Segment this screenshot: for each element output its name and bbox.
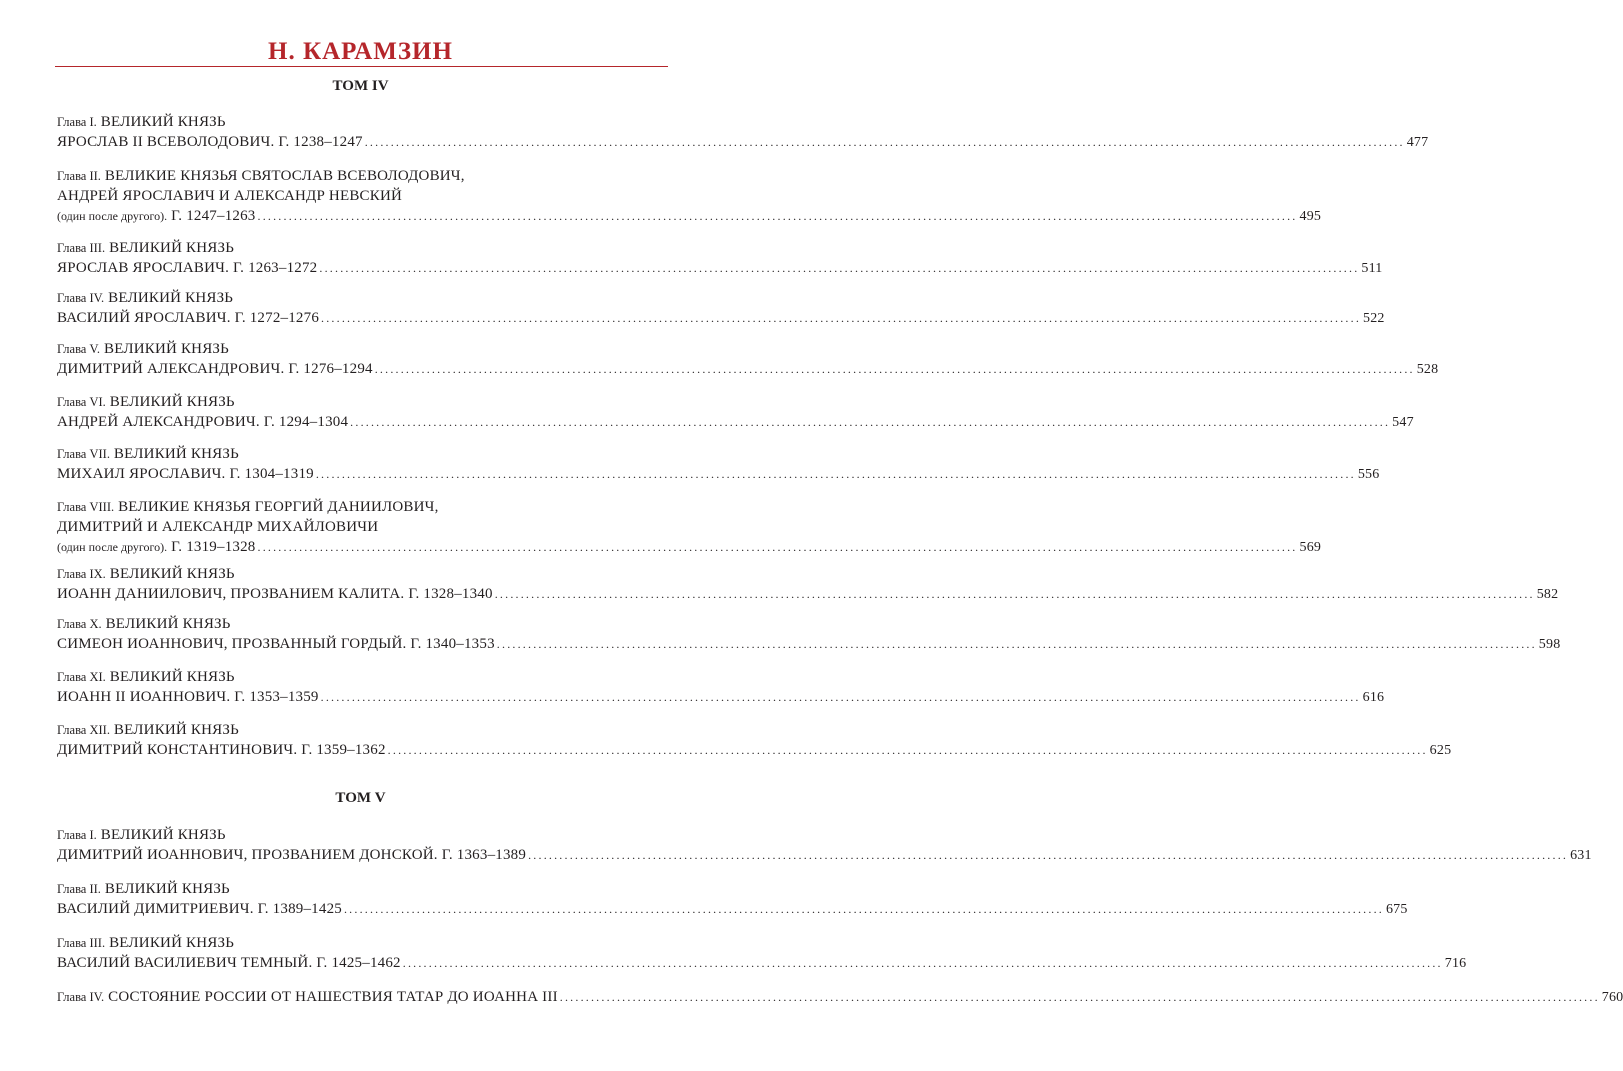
- toc-entry[interactable]: [57, 238, 1383, 278]
- chapter-heading: ВЕЛИКИЙ КНЯЗЬ: [103, 341, 229, 357]
- chapter-heading-tail: Г. 1319–1328: [171, 539, 256, 555]
- chapter-heading: ВЕЛИКИЕ КНЯЗЬЯ ГЕОРГИЙ ДАНИИЛОВИЧ,: [118, 499, 439, 515]
- toc-entry-last-line: [57, 687, 1385, 707]
- dot-leader: ........................................................................................................................................................................................................: [319, 261, 1360, 275]
- dot-leader: ........................................................................................................................................................................................................: [559, 990, 1600, 1004]
- toc-entry-last-line: [57, 359, 1439, 379]
- toc-entry[interactable]: [57, 933, 1467, 973]
- chapter-heading-tail: ЯРОСЛАВ II ВСЕВОЛОДОВИЧ. Г. 1238–1247: [57, 134, 363, 150]
- chapter-label: Глава II.: [57, 169, 101, 183]
- toc-entry-line: [57, 667, 659, 687]
- toc-entry-line: [57, 933, 659, 953]
- toc-entry[interactable]: [57, 497, 1322, 557]
- chapter-heading: ВЕЛИКИЙ КНЯЗЬ: [113, 722, 239, 738]
- page-number: 522: [1363, 311, 1385, 326]
- page-number: 631: [1570, 848, 1592, 863]
- toc-entry-text: [57, 258, 317, 278]
- dot-leader: ........................................................................................................................................................................................................: [496, 637, 1537, 651]
- chapter-heading-tail: Г. 1247–1263: [171, 208, 256, 224]
- toc-entry-last-line: [57, 132, 1429, 152]
- chapter-heading: ВЕЛИКИЙ КНЯЗЬ: [113, 446, 239, 462]
- page-number: 625: [1429, 743, 1452, 758]
- toc-entry-text: [57, 953, 401, 973]
- toc-entry-line: [57, 392, 659, 412]
- toc-entry-text: [57, 899, 342, 919]
- chapter-label: Глава VII.: [57, 447, 110, 461]
- chapter-label: Глава XI.: [57, 670, 106, 684]
- chapter-heading-tail: ДИМИТРИЙ АЛЕКСАНДРОВИЧ. Г. 1276–1294: [57, 361, 373, 377]
- chapter-heading-tail: СИМЕОН ИОАННОВИЧ, ПРОЗВАННЫЙ ГОРДЫЙ. Г. 1340–1353: [57, 636, 495, 652]
- dot-leader: ........................................................................................................................................................................................................: [257, 209, 1298, 223]
- page-number: 556: [1357, 467, 1380, 482]
- toc-entry-line: [57, 564, 659, 584]
- chapter-heading-tail: ИОАНН ДАНИИЛОВИЧ, ПРОЗВАНИЕМ КАЛИТА. Г. 1328–1340: [57, 586, 493, 602]
- chapter-heading-tail: ДИМИТРИЙ ИОАННОВИЧ, ПРОЗВАНИЕМ ДОНСКОЙ. Г. 1363–1389: [57, 847, 527, 863]
- toc-entry-last-line: [57, 584, 1559, 604]
- toc-entry-last-line: [57, 258, 1383, 278]
- toc-entry[interactable]: [57, 166, 1322, 226]
- toc-entry[interactable]: [57, 614, 1561, 654]
- chapter-heading: ВЕЛИКИЕ КНЯЗЬЯ СВЯТОСЛАВ ВСЕВОЛОДОВИЧ,: [104, 168, 465, 184]
- chapter-label: Глава VIII.: [57, 500, 115, 514]
- chapter-heading: ВЕЛИКИЙ КНЯЗЬ: [100, 114, 226, 130]
- toc-entry[interactable]: [57, 720, 1452, 760]
- chapter-label: Глава III.: [57, 241, 106, 255]
- toc-entry-last-line: [57, 953, 1467, 973]
- page-number: 716: [1444, 956, 1467, 971]
- dot-leader: ........................................................................................................................................................................................................: [402, 956, 1443, 970]
- chapter-label: Глава VI.: [57, 395, 106, 409]
- toc-entry-text: [57, 359, 373, 379]
- chapter-label: Глава II.: [57, 882, 101, 896]
- dot-leader: ........................................................................................................................................................................................................: [321, 311, 1362, 325]
- page-number: 511: [1361, 261, 1383, 276]
- toc-entry-text: [57, 687, 319, 707]
- author-title: Н. КАРАМЗИН: [268, 38, 453, 65]
- chapter-label: Глава I.: [57, 828, 97, 842]
- toc-entry-last-line: [57, 308, 1385, 328]
- volume-title: ТОМ V: [335, 790, 386, 806]
- toc-entry[interactable]: [57, 987, 1623, 1007]
- toc-entry-line: [57, 720, 659, 740]
- dot-leader: ........................................................................................................................................................................................................: [320, 690, 1361, 704]
- toc-entry-text: [57, 740, 386, 760]
- toc-entry-last-line: [57, 740, 1452, 760]
- dot-leader: ........................................................................................................................................................................................................: [528, 848, 1569, 862]
- toc-entry-last-line: [57, 845, 1592, 865]
- chapter-heading: ВЕЛИКИЙ КНЯЗЬ: [105, 616, 231, 632]
- page-number: 598: [1538, 637, 1561, 652]
- toc-entry-last-line: [57, 206, 1322, 226]
- chapter-label: Глава V.: [57, 342, 101, 356]
- toc-entry-text: [57, 584, 493, 604]
- chapter-heading-tail: ИОАНН II ИОАННОВИЧ. Г. 1353–1359: [57, 689, 319, 705]
- dot-leader: ........................................................................................................................................................................................................: [350, 415, 1391, 429]
- chapter-heading: ДИМИТРИЙ И АЛЕКСАНДР МИХАЙЛОВИЧИ: [57, 519, 379, 535]
- chapter-heading-tail: СОСТОЯНИЕ РОССИИ ОТ НАШЕСТВИЯ ТАТАР ДО ИОАННА III: [108, 989, 558, 1005]
- toc-entry-line: [57, 186, 659, 206]
- chapter-heading: ВЕЛИКИЙ КНЯЗЬ: [109, 935, 235, 951]
- toc-entry[interactable]: [57, 825, 1592, 865]
- toc-entry-last-line: [57, 412, 1414, 432]
- chapter-heading-tail: МИХАИЛ ЯРОСЛАВИЧ. Г. 1304–1319: [57, 466, 314, 482]
- page-number: 569: [1299, 540, 1322, 555]
- toc-entry-line: [57, 614, 659, 634]
- chapter-label: Глава XII.: [57, 723, 110, 737]
- chapter-heading: ВЕЛИКИЙ КНЯЗЬ: [109, 669, 235, 685]
- toc-entry[interactable]: [57, 879, 1408, 919]
- chapter-heading-tail: ВАСИЛИЙ ДИМИТРИЕВИЧ. Г. 1389–1425: [57, 901, 342, 917]
- chapter-label: Глава III.: [57, 936, 106, 950]
- chapter-heading-tail: ДИМИТРИЙ КОНСТАНТИНОВИЧ. Г. 1359–1362: [57, 742, 386, 758]
- toc-entry-line: [57, 339, 659, 359]
- chapter-heading-tail: ВАСИЛИЙ ЯРОСЛАВИЧ. Г. 1272–1276: [57, 310, 320, 326]
- toc-entry-line: [57, 497, 659, 517]
- page-number: 760: [1601, 990, 1623, 1005]
- title-rule: [55, 66, 668, 67]
- chapter-label: Глава IX.: [57, 567, 106, 581]
- chapter-heading: АНДРЕЙ ЯРОСЛАВИЧ И АЛЕКСАНДР НЕВСКИЙ: [57, 188, 403, 204]
- dot-leader: ........................................................................................................................................................................................................: [343, 902, 1384, 916]
- chapter-label: Глава X.: [57, 617, 102, 631]
- chapter-label: Глава IV.: [57, 291, 105, 305]
- toc-entry[interactable]: [57, 339, 1439, 379]
- toc-entry-line: [57, 166, 659, 186]
- toc-entry-last-line: [57, 987, 1623, 1007]
- toc-entry[interactable]: [57, 444, 1380, 484]
- toc-entry-text: [57, 634, 495, 654]
- volume-title: ТОМ IV: [332, 78, 389, 94]
- toc-entry-line: [57, 879, 659, 899]
- toc-entry-text: [57, 987, 558, 1007]
- toc-entry[interactable]: [57, 667, 1385, 707]
- page-number: 582: [1536, 587, 1559, 602]
- dot-leader: ........................................................................................................................................................................................................: [494, 587, 1535, 601]
- chapter-heading: ВЕЛИКИЙ КНЯЗЬ: [104, 881, 230, 897]
- toc-entry-text: [57, 132, 363, 152]
- chapter-heading: ВЕЛИКИЙ КНЯЗЬ: [108, 290, 234, 306]
- toc-entry-text: [57, 537, 256, 557]
- toc-entry-text: [57, 412, 348, 432]
- toc-entry-line: [57, 112, 659, 132]
- toc-entry[interactable]: [57, 564, 1559, 604]
- sequence-note: (один после другого).: [57, 540, 168, 554]
- chapter-heading: ВЕЛИКИЙ КНЯЗЬ: [109, 240, 235, 256]
- dot-leader: ........................................................................................................................................................................................................: [364, 135, 1405, 149]
- chapter-heading: ВЕЛИКИЙ КНЯЗЬ: [109, 394, 235, 410]
- toc-entry[interactable]: [57, 288, 1385, 328]
- sequence-note: (один после другого).: [57, 209, 168, 223]
- toc-entry-last-line: [57, 899, 1408, 919]
- toc-entry-line: [57, 444, 659, 464]
- chapter-heading-tail: ЯРОСЛАВ ЯРОСЛАВИЧ. Г. 1263–1272: [57, 260, 318, 276]
- chapter-label: Глава I.: [57, 115, 97, 129]
- toc-entry-text: [57, 308, 319, 328]
- toc-entry-text: [57, 206, 256, 226]
- chapter-label: Глава IV.: [57, 990, 105, 1004]
- toc-entry-line: [57, 825, 659, 845]
- chapter-heading: ВЕЛИКИЙ КНЯЗЬ: [109, 566, 235, 582]
- chapter-heading-tail: АНДРЕЙ АЛЕКСАНДРОВИЧ. Г. 1294–1304: [57, 414, 349, 430]
- page-number: 495: [1299, 209, 1322, 224]
- page-number: 675: [1385, 902, 1408, 917]
- toc-entry-last-line: [57, 634, 1561, 654]
- dot-leader: ........................................................................................................................................................................................................: [387, 743, 1428, 757]
- dot-leader: ........................................................................................................................................................................................................: [374, 362, 1415, 376]
- dot-leader: ........................................................................................................................................................................................................: [315, 467, 1356, 481]
- toc-entry-last-line: [57, 537, 1322, 557]
- page-number: 547: [1392, 415, 1414, 430]
- chapter-heading: ВЕЛИКИЙ КНЯЗЬ: [100, 827, 226, 843]
- toc-entry-last-line: [57, 464, 1380, 484]
- page-number: 616: [1362, 690, 1385, 705]
- toc-entry-line: [57, 517, 659, 537]
- toc-entry-line: [57, 288, 659, 308]
- toc-entry-text: [57, 845, 526, 865]
- toc-entry-text: [57, 464, 314, 484]
- toc-entry-line: [57, 238, 659, 258]
- chapter-heading-tail: ВАСИЛИЙ ВАСИЛИЕВИЧ ТЕМНЫЙ. Г. 1425–1462: [57, 955, 401, 971]
- toc-entry[interactable]: [57, 392, 1414, 432]
- toc-entry[interactable]: [57, 112, 1429, 152]
- page-number: 477: [1406, 135, 1429, 150]
- page-number: 528: [1416, 362, 1439, 377]
- dot-leader: ........................................................................................................................................................................................................: [257, 540, 1298, 554]
